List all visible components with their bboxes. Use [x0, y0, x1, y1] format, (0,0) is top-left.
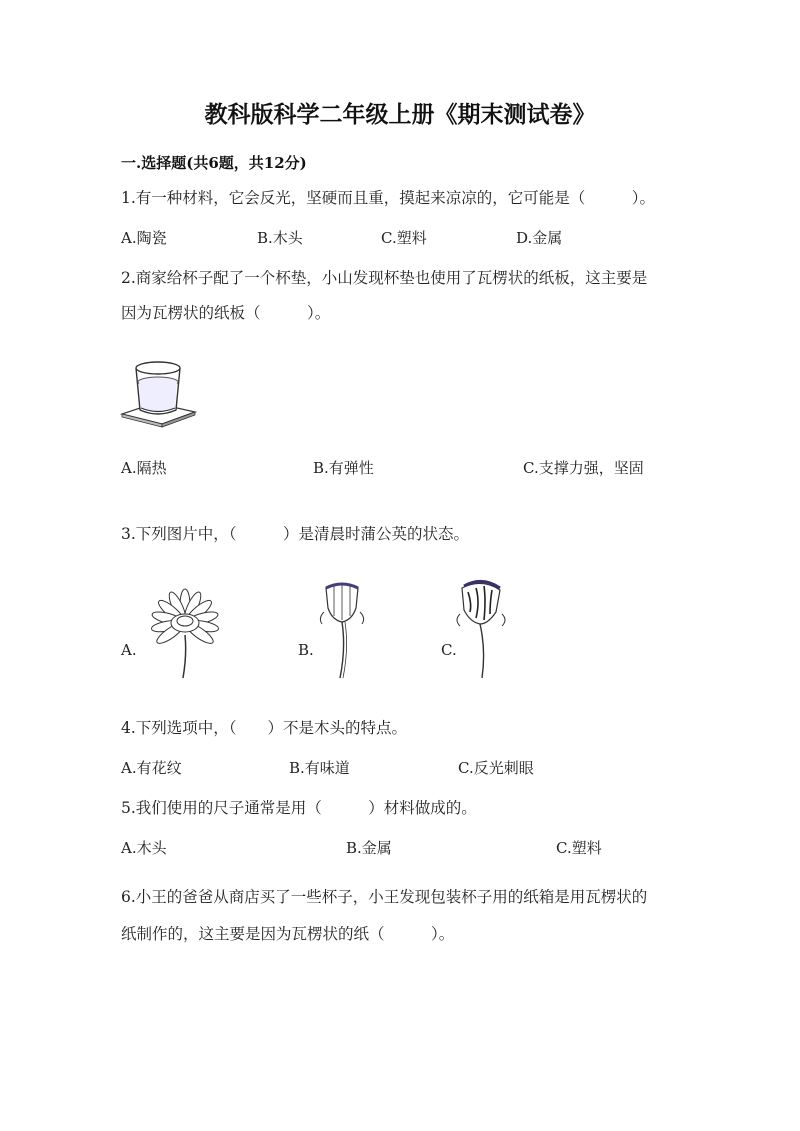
question-4-text: 4.下列选项中，（ ）不是木头的特点。	[121, 719, 408, 737]
question-1-text: 1.有一种材料，它会反光，坚硬而且重，摸起来凉凉的，它可能是（ ）。	[121, 189, 656, 207]
section-heading: 一.选择题(共6题，共12分)	[121, 154, 307, 172]
question-5-text: 5.我们使用的尺子通常是用（ ）材料做成的。	[121, 799, 477, 817]
question-2-option-c[interactable]: C.支撑力强，坚固	[523, 459, 644, 477]
question-2-option-b[interactable]: B.有弹性	[313, 459, 374, 477]
question-5-option-b[interactable]: B.金属	[346, 839, 392, 857]
question-1-option-a[interactable]: A.陶瓷	[121, 229, 167, 247]
question-4-option-a[interactable]: A.有花纹	[121, 759, 182, 777]
glass-on-coaster-image	[118, 358, 198, 430]
question-6-text-line2: 纸制作的，这主要是因为瓦楞状的纸（ ）。	[121, 925, 455, 943]
question-1-option-d[interactable]: D.金属	[516, 229, 563, 247]
question-3-option-c[interactable]: C.	[441, 641, 457, 659]
dandelion-open-flower-image	[135, 585, 235, 680]
question-5-option-a[interactable]: A.木头	[121, 839, 167, 857]
question-2-text-line1: 2.商家给杯子配了一个杯垫，小山发现杯垫也使用了瓦楞状的纸板，这主要是	[121, 269, 648, 287]
question-1-option-c[interactable]: C.塑料	[381, 229, 427, 247]
question-4-option-b[interactable]: B.有味道	[289, 759, 350, 777]
dandelion-withered-head-image	[452, 578, 512, 680]
dandelion-closed-bud-image	[312, 578, 372, 680]
question-6-text-line1: 6.小王的爸爸从商店买了一些杯子，小王发现包装杯子用的纸箱是用瓦楞状的	[121, 888, 648, 906]
question-4-option-c[interactable]: C.反光刺眼	[458, 759, 534, 777]
question-3-option-a[interactable]: A.	[121, 641, 137, 659]
question-1-option-b[interactable]: B.木头	[257, 229, 303, 247]
question-3-option-b[interactable]: B.	[298, 641, 314, 659]
question-2-text-line2: 因为瓦楞状的纸板（ ）。	[121, 304, 331, 322]
page-title: 教科版科学二年级上册《期末测试卷》	[204, 101, 596, 128]
question-5-option-c[interactable]: C.塑料	[556, 839, 602, 857]
question-3-text: 3.下列图片中，（ ）是清晨时蒲公英的状态。	[121, 525, 470, 543]
question-2-option-a[interactable]: A.隔热	[121, 459, 167, 477]
